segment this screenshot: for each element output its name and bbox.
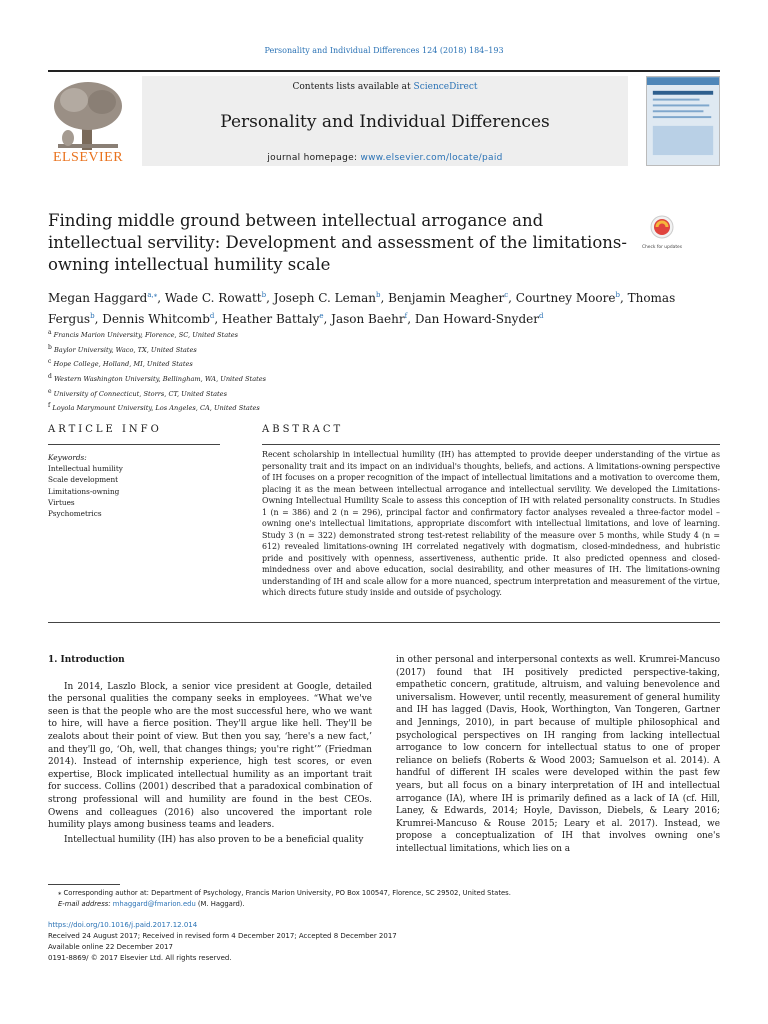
keyword-item: Limitations-owning [48, 486, 120, 496]
sciencedirect-link[interactable]: ScienceDirect [413, 82, 478, 92]
doi-link[interactable]: https://doi.org/10.1016/j.paid.2017.12.014 [48, 921, 198, 929]
intro-paragraph-3: in other personal and interpersonal contexts as well. Krumrei-Mancuso (2017) found that IH positively predicted perspective-taking, empathetic concern, gratitude, altruism, and valuing benevolence and universalism. However, until recently, measurement of general humility and IH has lagged (Davis, Hook, Worthington, Van Tongeren, Gartner and Jennings, 2010), in part because of multiple philosophical and psychological perspectives on IH ranging from lacking intellectual arrogance to low concern for intellectual status to one of proper reliance on beliefs (Roberts & Wood 2003; Samuelson et al. 2014). A handful of different IH scales were developed within the past few years, but all focus on a binary interpretation of IH and intellectual arrogance (IA), where IH is primarily defined as a lack of IA (cf. Hill, Laney, & Edwards, 2014; Hoyle, Davisson, Diebels, & Leary 2016; Krumrei-Mancuso & Rouse 2015; Leary et al. 2017). Instead, we propose a conceptualization of IH that involves owning one's intellectual limitations, which lies on a [396, 655, 720, 854]
affiliation-item: $^f$ Loyola Marymount University, Los Angeles, CA, United States [48, 402, 260, 413]
author-affiliation-marker[interactable]: b [261, 291, 267, 299]
copyright-line: 0191-8869/ © 2017 Elsevier Ltd. All rights reserved. [48, 954, 232, 962]
author-name[interactable]: Wade C. Rowatt [164, 291, 262, 305]
author-name[interactable]: Thomas Fergus [48, 291, 676, 326]
abstract-text: Recent scholarship in intellectual humility (IH) has attempted to provide deeper understanding of the virtue as personality trait and its impact on an individual's thoughts, beliefs, and actions. A limitations-owning perspective of IH focuses on a proper recognition of the impact of intellectual limitations and a motivation to overcome them, placing it as the mean between intellectual arrogance and intellectual servility. We developed the Limitations-Owning Intellectual Humility Scale to assess this conception of IH with related personality constructs. In Studies 1 (n = 386) and 2 (n = 296), principal factor and confirmatory factor analyses revealed a three-factor model – owning one's intellectual limitations, appropriate discomfort with intellectual limitations, and love of learning. Study 3 (n = 322) demonstrated strong test-retest reliability of the measure over 5 months, while Study 4 (n = 612) revealed limitations-owning IH correlated negatively with dogmatism, closed-mindedness, and hubristic pride and positively with openness, assertiveness, authentic pride. It also predicted openness and closed-mindedness over and above education, social desirability, and other measures of IH. The limitations-owning understanding of IH and scale allow for a more nuanced, spectrum interpretation and measurement of the virtue, which directs future study inside and outside of psychology. [262, 450, 720, 597]
journal-citation-link[interactable]: Personality and Individual Differences 124 (2018) 184–193 [264, 46, 504, 55]
keyword-item: Scale development [48, 475, 119, 485]
footnotes [48, 888, 720, 910]
affiliation-item: $^b$ Baylor University, Waco, TX, United States [48, 343, 197, 354]
introduction-heading: 1. Introduction [48, 655, 125, 665]
author-affiliation-marker[interactable]: d [209, 312, 215, 320]
affiliation-item: $^a$ Francis Marion University, Florence, SC, United States [48, 329, 239, 340]
intro-paragraph-2: Intellectual humility (IH) has also proven to be a beneficial quality [64, 834, 364, 845]
author-affiliation-marker[interactable]: f [404, 312, 408, 320]
article-info-heading: ARTICLE INFO [48, 424, 162, 435]
author-affiliation-marker[interactable]: d [538, 312, 544, 320]
journal-masthead [48, 70, 720, 166]
received-dates: Received 24 August 2017; Received in revised form 4 December 2017; Accepted 8 December 2017 [48, 932, 397, 940]
body-column-right [396, 654, 720, 858]
abstract-bottom-divider [48, 622, 720, 623]
author-name[interactable]: Benjamin Meagher [388, 291, 505, 305]
affiliation-list [48, 327, 548, 415]
affiliation-item: $^c$ Hope College, Holland, MI, United States [48, 358, 193, 369]
author-affiliation-marker[interactable]: b [615, 291, 620, 299]
abstract-divider [262, 444, 720, 445]
keyword-item: Virtues [48, 497, 75, 507]
email-note: E-mail address: mhaggard@fmarion.edu (M. Haggard). [58, 900, 245, 908]
homepage-line: journal homepage: www.elsevier.com/locate/paid [267, 153, 503, 163]
author-list: Megan Haggard$^{a,⁎}$, Wade C. Rowatt$^b$, Joseph C. Leman$^b$, Benjamin Meagher$^c$, Courtney Moore$^b$, Thomas Fergus$^b$, Dennis Whitcomb$^d$, Heather Battaly$^e$, Jason Baehr$^f$, Dan Howard-Snyder$^d$ [48, 291, 676, 326]
email-link[interactable]: mhaggard@fmarion.edu [112, 900, 196, 908]
author-name[interactable]: Courtney Moore [515, 291, 616, 305]
publication-info [48, 920, 720, 964]
author-affiliation-marker[interactable]: e [319, 312, 324, 320]
keywords-label: Keywords: [48, 453, 87, 462]
author-name[interactable]: Dan Howard-Snyder [414, 312, 539, 326]
journal-cover-thumbnail [646, 76, 720, 166]
corresponding-author-note: ⁎ Corresponding author at: Department of Psychology, Francis Marion University, PO Box 100547, Florence, SC 29502, United States. [58, 889, 511, 897]
author-affiliation-marker[interactable]: b [90, 312, 95, 320]
article-info-divider [48, 444, 220, 445]
check-for-updates-icon[interactable] [640, 212, 684, 256]
check-for-updates-label: Check for updates [641, 245, 683, 250]
keyword-item: Psychometrics [48, 509, 102, 519]
keyword-item: Intellectual humility [48, 464, 123, 474]
author-affiliation-marker[interactable]: b [376, 291, 381, 299]
body-column-left [48, 654, 372, 848]
online-date: Available online 22 December 2017 [48, 943, 173, 951]
keywords-block [48, 452, 220, 519]
affiliation-item: $^e$ University of Connecticut, Storrs, CT, United States [48, 387, 227, 398]
author-name[interactable]: Heather Battaly [222, 312, 320, 326]
author-name[interactable]: Joseph C. Leman [273, 291, 376, 305]
contents-line: Contents lists available at ScienceDirect [292, 82, 478, 92]
author-name[interactable]: Jason Baehr [331, 312, 405, 326]
masthead-center-panel [142, 76, 628, 166]
author-affiliation-marker[interactable]: a,⁎ [147, 291, 158, 299]
abstract-heading: ABSTRACT [262, 424, 344, 435]
author-affiliation-marker[interactable]: c [504, 291, 509, 299]
author-name[interactable]: Dennis Whitcomb [102, 312, 210, 326]
footnote-divider [48, 884, 120, 885]
elsevier-wordmark: ELSEVIER [52, 150, 124, 165]
journal-title: Personality and Individual Differences [220, 112, 550, 132]
affiliation-item: $^d$ Western Washington University, Bellingham, WA, United States [48, 373, 267, 384]
intro-paragraph-1: In 2014, Laszlo Block, a senior vice president at Google, detailed the personal qualities the company seeks in employees. “What we've seen is that the people who are the most successful here, who we want to hire, will have a fierce position. They'll argue like hell. They'll be zealots about their point of view. But then you say, ‘here's a new fact,’ and they'll go, ‘Oh, well, that changes things; you're right’” (Friedman 2014). Instead of internship experience, high test scores, or even expertise, Block implicated intellectual humility as an important trait for success. Collins (2001) described that a paradoxical combination of strong professional will and humility are found in the best CEOs. Owens and colleagues (2016) also uncovered the important role humility plays among business teams and leaders. [48, 681, 372, 831]
article-title: Finding middle ground between intellectual arrogance and intellectual servility: Development and assessment of the limitations-owning intellectual humility scale [48, 211, 627, 274]
homepage-link[interactable]: www.elsevier.com/locate/paid [360, 153, 503, 163]
keywords-list [48, 463, 220, 519]
author-name[interactable]: Megan Haggard [48, 291, 148, 305]
